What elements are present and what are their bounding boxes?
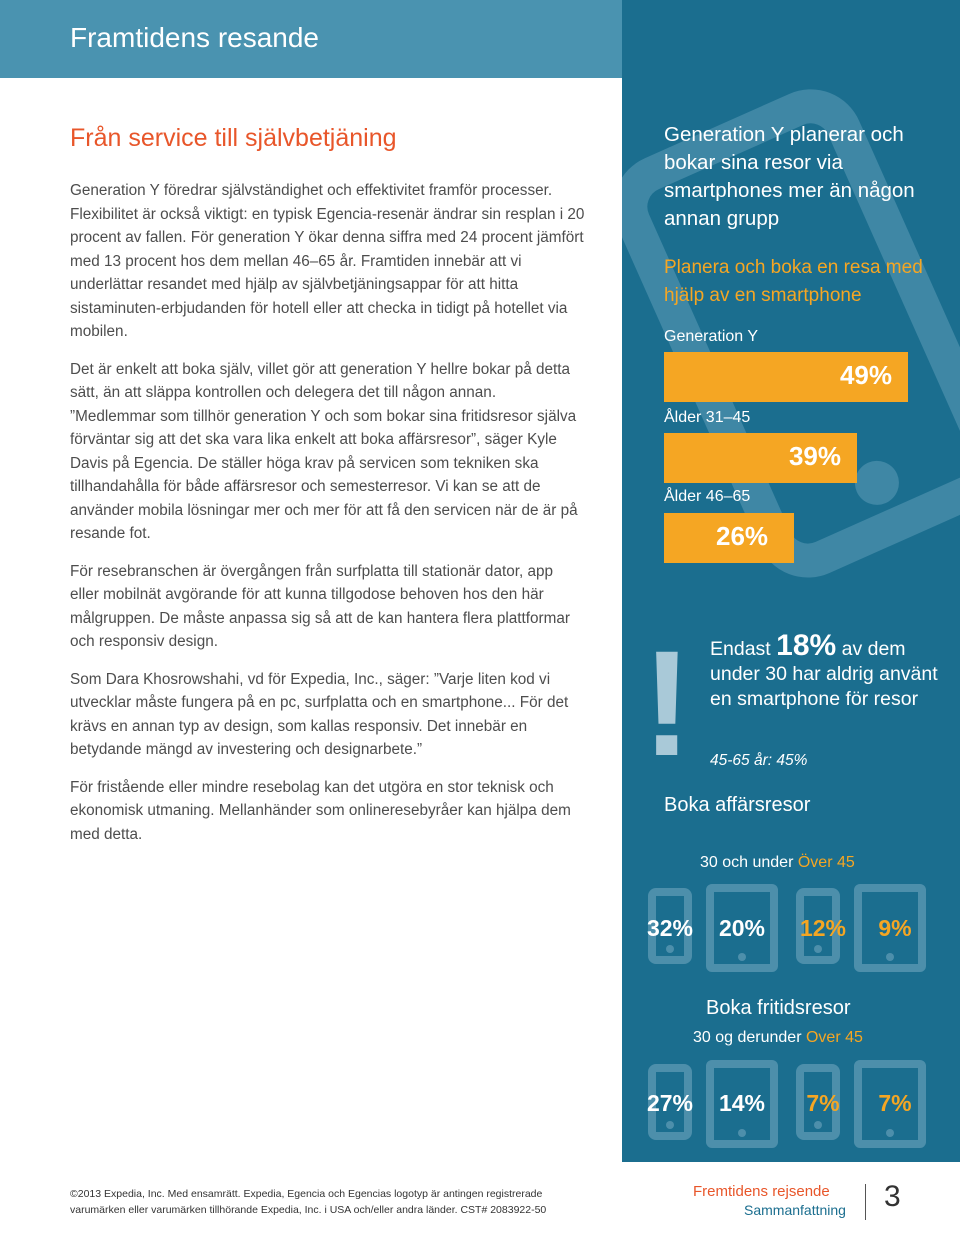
leisure-title: Boka fritidsresor xyxy=(706,997,851,1019)
bar-31-45 xyxy=(664,433,857,483)
copyright-line: ©2013 Expedia, Inc. Med ensamrätt. Expedia, Egencia och Egencias logotyp är antingen registrerade xyxy=(70,1188,543,1200)
copyright-notice xyxy=(70,1186,590,1218)
footer-document-title: Fremtidens rejsende xyxy=(693,1183,830,1200)
bar-label-31-45: Ålder 31–45 xyxy=(664,409,751,426)
article-paragraph: Generation Y föredrar självständighet och effektivitet framför processer. Flexibilitet är också viktigt: en typisk Egencia-resenär ändrar sin resplan i 20 procent av fallen. För generation Y ökar denna siffra med 24 procent jämfört med 13 procent hos dem mellan 46–65 år. Framtiden innebär att vi underlättar resandet med hjälp av självbetjäningsappar för att hitta sistaminuten-erbjudanden för hotell eller att checka in tidigt på hotellet via mobilen. xyxy=(70,182,585,340)
business-value: 9% xyxy=(878,915,912,941)
legend-over-45: Över 45 xyxy=(797,854,855,871)
leisure-value: 7% xyxy=(806,1090,840,1116)
page-number: 3 xyxy=(884,1180,901,1213)
leisure-value: 7% xyxy=(878,1090,912,1116)
sidebar-infographic xyxy=(622,0,960,1162)
main-article xyxy=(70,120,585,860)
sidebar-heading: Generation Y planerar och bokar sina resor via smartphones mer än någon annan grupp xyxy=(664,123,915,230)
bar-value: 26% xyxy=(716,521,769,551)
business-title: Boka affärsresor xyxy=(664,794,811,816)
bar-46-65 xyxy=(664,513,794,563)
footer-section-name: Sammanfattning xyxy=(744,1202,846,1218)
article-paragraph: Det är enkelt att boka själv, villet gör att generation Y hellre bokar på detta sätt, än att släppa kontrollen och delegera det till någon annan. ”Medlemmar som tillhör generation Y och som bokar sina fritidsresor själva förväntar sig att det ska vara lika enkelt att boka affärsresor”, säger Kyle Davis på Egencia. De ställer höga krav på servicen som tekniken ska tillhandahålla för både affärsresor och semesterresor. Vi kan se att de använder mobila lösningar mer och mer för att få den servicen när de är på resande fot. xyxy=(70,360,578,542)
copyright-line: varumärken eller varumärken tillhörande Expedia, Inc. i USA och/eller andra länder. CST# 2083922-50 xyxy=(70,1204,547,1216)
bar-label-generation-y: Generation Y xyxy=(664,328,758,345)
business-value: 32% xyxy=(646,915,694,941)
page-title: Framtidens resande xyxy=(70,22,320,53)
legend-under-30: 30 og derunder xyxy=(693,1029,802,1046)
header-bar xyxy=(0,0,622,78)
business-value: 20% xyxy=(718,915,766,941)
business-legend xyxy=(700,854,855,872)
warning-callout xyxy=(710,629,950,712)
leisure-legend xyxy=(693,1029,863,1047)
warning-percent: 18% xyxy=(776,629,837,662)
article-paragraph: För fristående eller mindre resebolag kan det utgöra en stor teknisk och ekonomisk utmaning. Mellanhänder som onlineresebyråer kan hjälpa dem med detta. xyxy=(70,778,571,843)
warning-subtext: 45-65 år: 45% xyxy=(710,752,808,769)
footer-divider xyxy=(865,1184,866,1220)
leisure-value: 27% xyxy=(646,1090,694,1116)
article-paragraph: Som Dara Khosrowshahi, vd för Expedia, Inc., säger: ”Varje liten kod vi utvecklar måste fungera på en pc, surfplatta och en smartphone... För det krävs en annan typ av design, som kallas responsiv. Det innebär en betydande mängd av investering och designarbete.” xyxy=(70,670,569,758)
business-value: 12% xyxy=(799,915,847,941)
article-heading: Från service till självbetjäning xyxy=(70,124,397,152)
bar-value: 49% xyxy=(839,360,892,390)
bar-generation-y xyxy=(664,352,908,402)
bar-value: 39% xyxy=(788,441,841,471)
leisure-value: 14% xyxy=(718,1090,766,1116)
warning-suffix: av dem under 30 har aldrig använt en smartphone för resor xyxy=(710,638,938,710)
warning-prefix: Endast xyxy=(710,638,771,660)
bar-label-46-65: Ålder 46–65 xyxy=(664,488,751,505)
sidebar-subheading: Planera och boka en resa med hjälp av en smartphone xyxy=(664,257,923,306)
legend-under-30: 30 och under xyxy=(700,854,794,871)
article-paragraph: För resebranschen är övergången från surfplatta till stationär dator, app eller mobilnät avgörande för att kunna tillgodose behoven hos den här målgruppen. De måste anpassa sig så att de kan hantera flera plattformar och responsiv design. xyxy=(70,562,570,650)
exclamation-icon: ! xyxy=(642,619,692,787)
legend-over-45: Over 45 xyxy=(805,1029,863,1046)
